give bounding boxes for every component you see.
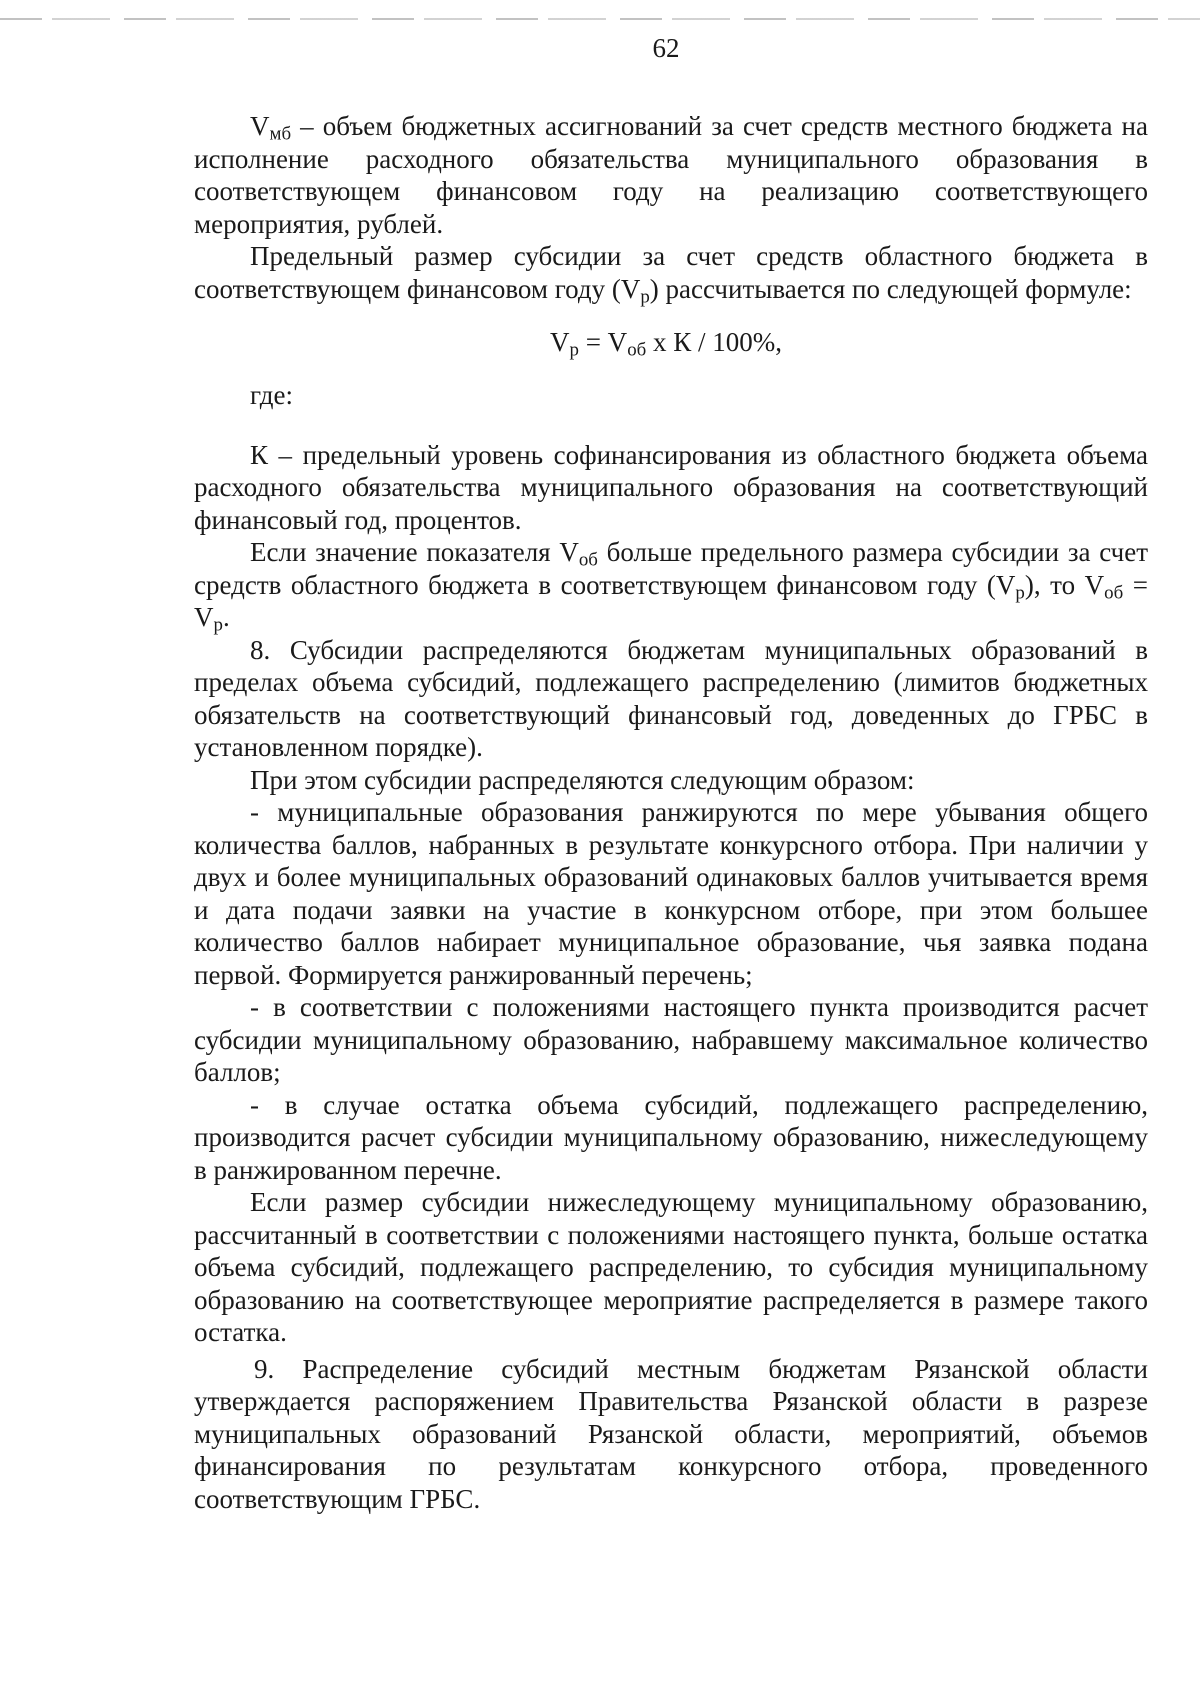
- subscript: об: [578, 549, 598, 571]
- subscript: р: [213, 614, 223, 636]
- subscript: р: [569, 339, 579, 361]
- paragraph-if-value: Если значение показателя $V_{об}$ больше предельного размера субсидии за счет средств областного бюджета в соответствующем финансовом году $(V_р)$, то $V_{об} = V_р$.: [194, 537, 1148, 636]
- document-body: [194, 110, 1148, 1515]
- paragraph-remainder: Если размер субсидии нижеследующему муниципальному образованию, рассчитанный в соответствии с положениями настоящего пункта, больше остатка объема субсидий, подлежащего распределению, то субсидия муниципальному образованию на соответствующее мероприятие распределяется в размере такого остатка.: [194, 1187, 1148, 1347]
- list-item-bullet-2: - в соответствии с положениями настоящего пункта производится расчет субсидии муниципальному образованию, набравшему максимальное количество баллов;: [194, 992, 1148, 1087]
- paragraph-k-definition: К – предельный уровень софинансирования из областного бюджета объема расходного обязательства муниципального образования на соответствующий финансовый год, процентов.: [194, 439, 1148, 535]
- subscript: об: [627, 339, 647, 361]
- paragraph-item-8: 8. Субсидии распределяются бюджетам муниципальных образований в пределах объема субсидий, подлежащего распределению (лимитов бюджетных обязательств на соответствующий финансовый год, доведенных до ГРБС в установленном порядке).: [194, 634, 1148, 762]
- formula: $V_р = V_{об}$ х К / 100%,: [550, 327, 783, 361]
- paragraph-item-8-intro: При этом субсидии распределяются следующим образом:: [250, 764, 915, 795]
- spacer: [194, 412, 1148, 439]
- subscript: р: [1015, 582, 1025, 604]
- paragraph-vmb-definition: $V_{мб}$ – объем бюджетных ассигнований за счет средств местного бюджета на исполнение расходного обязательства муниципального образования в соответствующем финансовом году на реализацию соответствующего мероприятия, рублей.: [194, 111, 1148, 239]
- paragraph-where: где:: [250, 380, 293, 410]
- list-item-bullet-3: - в случае остатка объема субсидий, подлежащего распределению, производится расчет субсидии муниципальному образованию, нижеследующему в ранжированном перечне.: [194, 1089, 1148, 1185]
- list-item-bullet-1: - муниципальные образования ранжируются по мере убывания общего количества баллов, набранных в результате конкурсного отбора. При наличии у двух и более муниципальных образований одинаковых баллов учитывается время и дата подачи заявки на участие в конкурсном отборе, при этом большее количество баллов набирает муниципальное образование, чья заявка подана первой. Формируется ранжированный перечень;: [194, 797, 1148, 990]
- subscript: р: [640, 286, 650, 308]
- scan-edge-artifact: [0, 18, 1200, 20]
- paragraph-limit-intro: Предельный размер субсидии за счет средств областного бюджета в соответствующем финансовом году $(V_р)$ рассчитывается по следующей формуле:: [194, 241, 1148, 308]
- subscript: об: [1104, 582, 1124, 604]
- page-number: 62: [652, 33, 680, 63]
- subscript: мб: [269, 123, 292, 145]
- paragraph-item-9: 9. Распределение субсидий местным бюджетам Рязанской области утверждается распоряжением Правительства Рязанской области в разрезе муниципальных образований Рязанской области, мероприятий, объемов финансирования по результатам конкурсного отбора, проведенного соответствующим ГРБС.: [194, 1353, 1148, 1514]
